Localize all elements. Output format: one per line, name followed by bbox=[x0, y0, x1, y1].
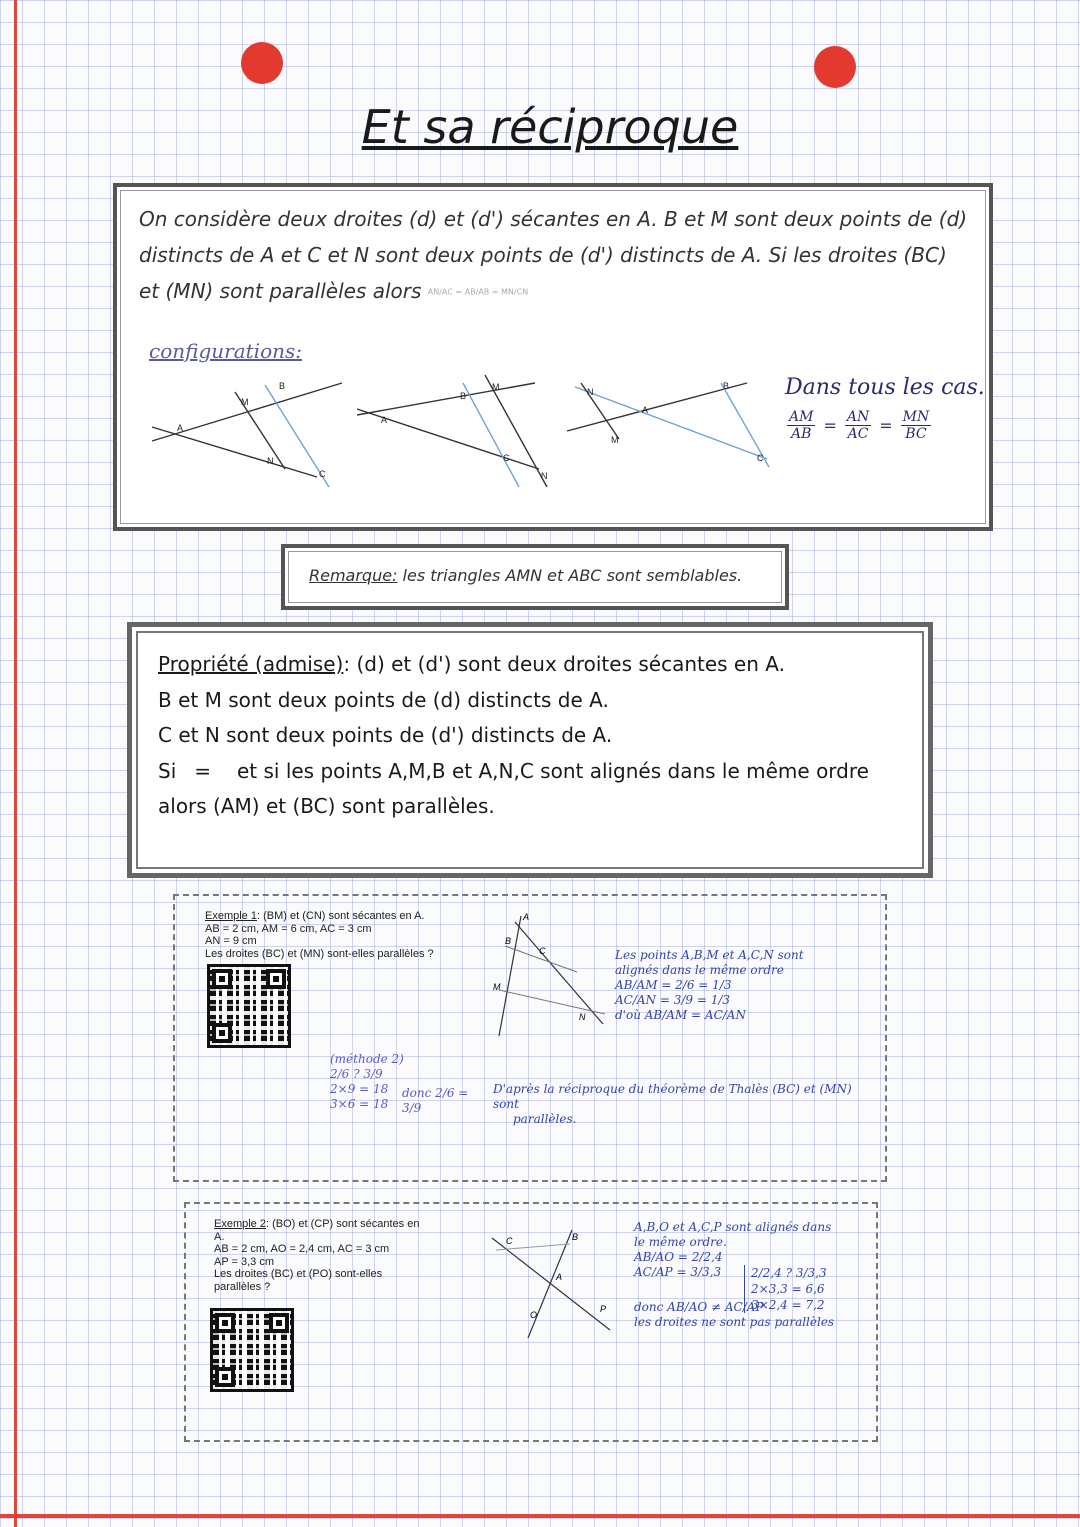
example-2-box bbox=[184, 1202, 878, 1442]
configurations-label: configurations: bbox=[149, 339, 302, 363]
ex1-label-A: A bbox=[523, 912, 530, 922]
fig3-label-A: A bbox=[642, 405, 649, 415]
cases-frac-2: $\frac{AN}{AC}$ bbox=[846, 409, 870, 442]
example-1-statement: Exemple 1: (BM) et (CN) sont sécantes en A. AB = 2 cm, AM = 6 cm, AC = 3 cm AN = 9 cm Les droites (BC) et (MN) sont-elles parallèles ? bbox=[205, 910, 434, 960]
ex2-label-C: C bbox=[506, 1236, 513, 1246]
fig3-label-M: M bbox=[611, 435, 619, 445]
configuration-figures bbox=[117, 187, 989, 527]
fig1-label-A: A bbox=[177, 423, 184, 433]
fig2-label-B: B bbox=[460, 391, 467, 401]
fig3-label-B: B bbox=[723, 381, 730, 391]
example-2-statement: Exemple 2: (BO) et (CP) sont sécantes en A. AB = 2 cm, AO = 2,4 cm, AC = 3 cm AP = 3,3 cm Les droites (BC) et (PO) sont-elles parallèles ? bbox=[214, 1218, 420, 1293]
config-figure-2 bbox=[357, 375, 547, 487]
fig1-label-M: M bbox=[241, 397, 249, 407]
example-2-figure bbox=[486, 1220, 626, 1350]
property-line-4: Si = et si les points A,M,B et A,N,C sont alignés dans le même ordre bbox=[158, 758, 869, 783]
ex2-label-B: B bbox=[572, 1232, 579, 1242]
fig1-label-N: N bbox=[267, 456, 274, 466]
remark-text bbox=[309, 566, 742, 585]
ex1-label-M: M bbox=[493, 982, 501, 992]
example-2-qr-code[interactable] bbox=[210, 1308, 294, 1392]
fig3-label-N: N bbox=[587, 387, 594, 397]
definition-text: On considère deux droites (d) et (d') sécantes en A. B et M sont deux points de (d) distincts de A et C et N sont deux points de (d') distincts de A. Si les droites (BC) et (MN) sont parallèles alors bbox=[139, 207, 968, 303]
definition-faint-formula: AN/AC = AB/AB = MN/CN bbox=[427, 287, 529, 297]
bottom-margin-line bbox=[0, 1514, 1080, 1518]
remark-box bbox=[281, 544, 789, 610]
property-line-1: Propriété (admise): (d) et (d') sont deux droites sécantes en A. bbox=[158, 652, 785, 676]
cases-label: Dans tous les cas. bbox=[785, 375, 985, 400]
fig3-label-C: C bbox=[757, 453, 764, 463]
example-1-box bbox=[173, 894, 887, 1182]
cases-frac-1: $\frac{AM}{AB}$ bbox=[789, 409, 814, 442]
page-title: Et sa réciproque bbox=[361, 100, 739, 154]
property-line-5: alors (AM) et (BC) sont parallèles. bbox=[158, 794, 495, 818]
property-line-3: C et N sont deux points de (d') distincts de A. bbox=[158, 723, 613, 747]
ex1-label-C: C bbox=[539, 946, 546, 956]
example-1-figure bbox=[485, 906, 615, 1056]
ex2-label-P: P bbox=[600, 1304, 607, 1314]
ex2-label-A: A bbox=[556, 1272, 563, 1282]
example-1-conclusion: D'après la réciproque du théorème de Thalès (BC) et (MN) sont parallèles. bbox=[493, 1082, 852, 1126]
example-1-qr-code[interactable] bbox=[207, 964, 291, 1048]
fig2-label-M: M bbox=[492, 382, 500, 392]
fig2-label-A: A bbox=[381, 415, 388, 425]
fig2-label-C: C bbox=[503, 453, 510, 463]
fig1-label-C: C bbox=[319, 469, 326, 479]
fig1-label-B: B bbox=[279, 381, 286, 391]
ex2-label-O: O bbox=[530, 1310, 538, 1320]
example-2-cross-product: 2/2,4 ? 3/3,3 2×3,3 = 6,6 3×2,4 = 7,2 bbox=[744, 1265, 827, 1313]
remark-label: Remarque: bbox=[309, 566, 398, 585]
binder-hole-right bbox=[814, 46, 856, 88]
config-figure-3 bbox=[567, 383, 769, 467]
property-label: Propriété (admise) bbox=[158, 652, 344, 676]
ex1-label-N: N bbox=[579, 1012, 586, 1022]
fig2-label-N: N bbox=[541, 471, 548, 481]
remark-body: les triangles AMN et ABC sont semblables. bbox=[397, 566, 743, 585]
example-2-handwritten-notes: A,B,O et A,C,P sont alignés dans le même ordre. AB/AO = 2/2,4 AC/AP = 3/3,3 2/2,4 ? 3/3,3 2×3,3 = 6,6 3×2,4 = 7,2 donc AB/AO ≠ AC/AP les droites ne sont pas parallèles bbox=[634, 1220, 835, 1329]
cases-frac-3: $\frac{MN}{BC}$ bbox=[902, 409, 930, 442]
cases-formula: $\frac{AM}{AB}$ = $\frac{AN}{AC}$ = $\frac{MN}{BC}$ bbox=[789, 409, 930, 442]
margin-line bbox=[14, 0, 17, 1527]
ex1-label-B: B bbox=[505, 936, 512, 946]
definition-box bbox=[113, 183, 993, 531]
property-box bbox=[127, 622, 933, 878]
binder-hole-left bbox=[241, 42, 283, 84]
example-1-method-2: (méthode 2) 2/6 ? 3/9 2×9 = 18 3×6 = 18 donc 2/6 = 3/9 bbox=[330, 1052, 469, 1115]
example-1-handwritten-notes: Les points A,B,M et A,C,N sont alignés dans le même ordre AB/AM = 2/6 = 1/3 AC/AN = 3/9 = 1/3 d'où AB/AM = AC/AN bbox=[615, 948, 804, 1022]
property-text bbox=[158, 647, 918, 825]
property-line-2: B et M sont deux points de (d) distincts de A. bbox=[158, 687, 609, 712]
